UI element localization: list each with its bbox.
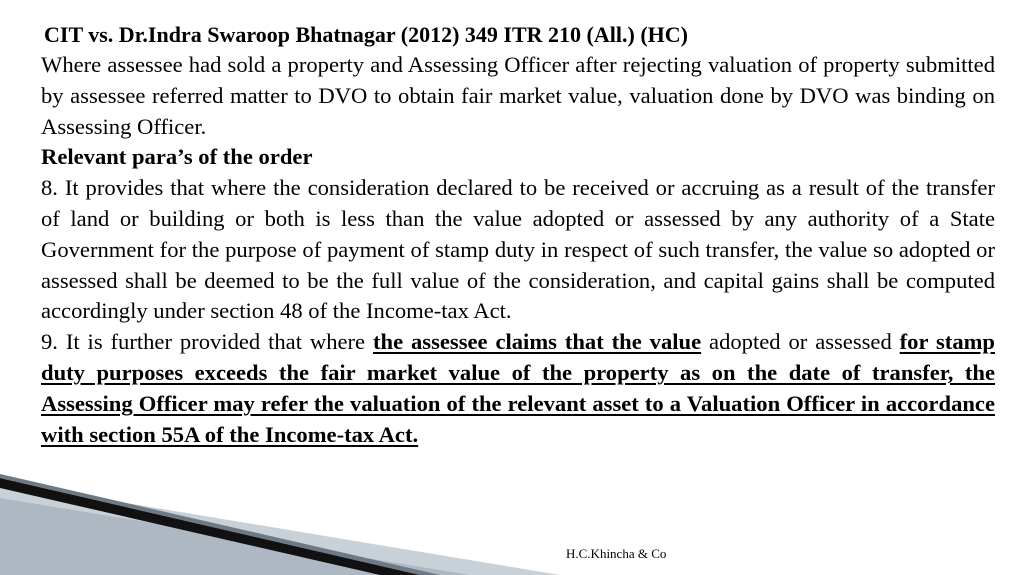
footer-credit: H.C.Khincha & Co	[566, 546, 667, 561]
paragraph-8: 8. It provides that where the consideration declared to be received or accruing as a result of the transfer of land or building or both is less than the value adopted or assessed by any authority of a State Government for the purpose of payment of stamp duty in respect of such transfer, the value so adopted or assessed shall be deemed to be the full value of the consideration, and capital gains shall be computed accordingly under section 48 of the Income-tax Act.	[41, 175, 995, 324]
decorative-stripe	[0, 470, 640, 575]
paragraph-9-emphasis-rule: for stamp duty purposes exceeds the fair market value of the property as on the date of transfer, the Assessing Officer may refer the valuation of the relevant asset to a Valuation Officer in accordance with section 55A of the Income-tax Act.	[41, 329, 995, 447]
slide-body	[41, 50, 995, 450]
paragraph-9-emphasis-claim: the assessee claims that the value	[372, 329, 702, 355]
paragraph-9	[41, 327, 995, 450]
case-summary: Where assessee had sold a property and Assessing Officer after rejecting valuation of property submitted by assessee referred matter to DVO to obtain fair market value, valuation done by DVO was binding on Assessing Officer.	[41, 52, 995, 139]
paragraph-9-intro: 9. It is further provided that where	[41, 329, 373, 355]
section-heading: Relevant para’s of the order	[41, 144, 313, 170]
paragraph-9-middle: adopted or assessed	[701, 329, 900, 355]
slide-title: CIT vs. Dr.Indra Swaroop Bhatnagar (2012) 349 ITR 210 (All.) (HC)	[44, 22, 688, 47]
